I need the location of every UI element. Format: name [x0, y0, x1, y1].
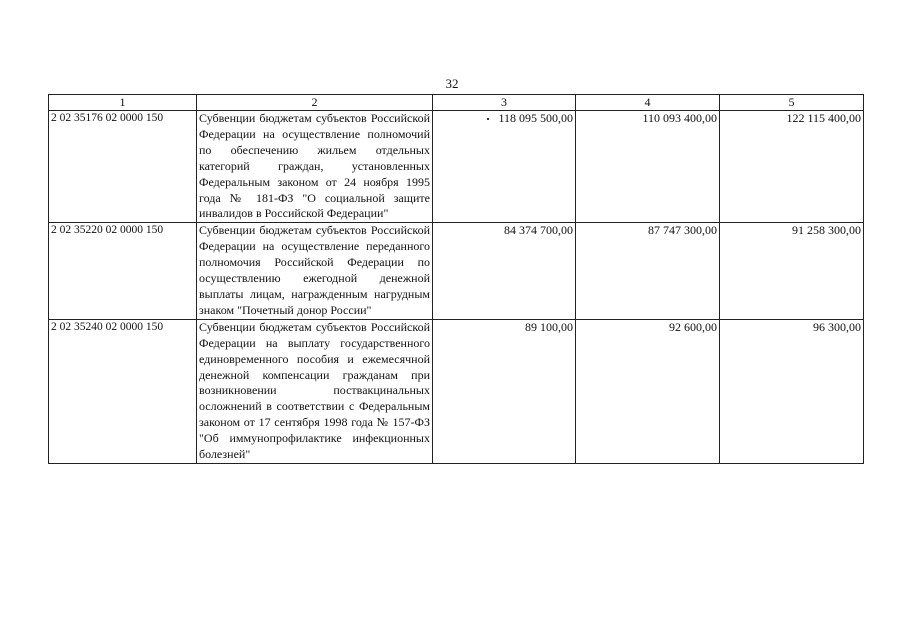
amount-col-5-cell: 91 258 300,00: [720, 223, 864, 319]
amount-col-4-cell: 92 600,00: [576, 319, 720, 463]
table-row: [49, 223, 864, 319]
description-cell: Субвенции бюджетам субъектов Российской Федерации на осуществление полномочий по обеспечению жильем отдельных категорий граждан, установленных Федеральным законом от 24 ноября 1995 года № 181-ФЗ "О социальной защите инвалидов в Российской Федерации": [197, 111, 433, 223]
page-number: 32: [445, 76, 459, 91]
amount-col-5-cell: 96 300,00: [720, 319, 864, 463]
amount-col-4-cell: 87 747 300,00: [576, 223, 720, 319]
header-col-1: 1: [49, 95, 197, 111]
amount-col-3-cell: 84 374 700,00: [433, 223, 576, 319]
budget-code-cell: 2 02 35240 02 0000 150: [49, 319, 197, 463]
description-cell: Субвенции бюджетам субъектов Российской Федерации на выплату государственного единовременного пособия и ежемесячной денежной компенсации гражданам при возникновении поствакцинальных осложнений в соответствии с Федеральным законом от 17 сентября 1998 года № 157-ФЗ "Об иммунопрофилактике инфекционных болезней": [197, 319, 433, 463]
amount-col-5-cell: 122 115 400,00: [720, 111, 864, 223]
budget-code-cell: 2 02 35176 02 0000 150: [49, 111, 197, 223]
header-col-3: 3: [433, 95, 576, 111]
table-row: [49, 111, 864, 223]
amount-col-4-cell: 110 093 400,00: [576, 111, 720, 223]
header-col-5: 5: [720, 95, 864, 111]
budget-table: [48, 94, 864, 464]
table-row: [49, 319, 864, 463]
amount-col-3-cell: 118 095 500,00: [433, 111, 576, 223]
budget-code-cell: 2 02 35220 02 0000 150: [49, 223, 197, 319]
amount-col-3-cell: 89 100,00: [433, 319, 576, 463]
header-col-4: 4: [576, 95, 720, 111]
description-cell: Субвенции бюджетам субъектов Российской Федерации на осуществление переданного полномочия Российской Федерации по осуществлению ежегодной денежной выплаты лицам, награжденным нагрудным знаком "Почетный донор России": [197, 223, 433, 319]
header-row: [49, 95, 864, 111]
header-col-2: 2: [197, 95, 433, 111]
